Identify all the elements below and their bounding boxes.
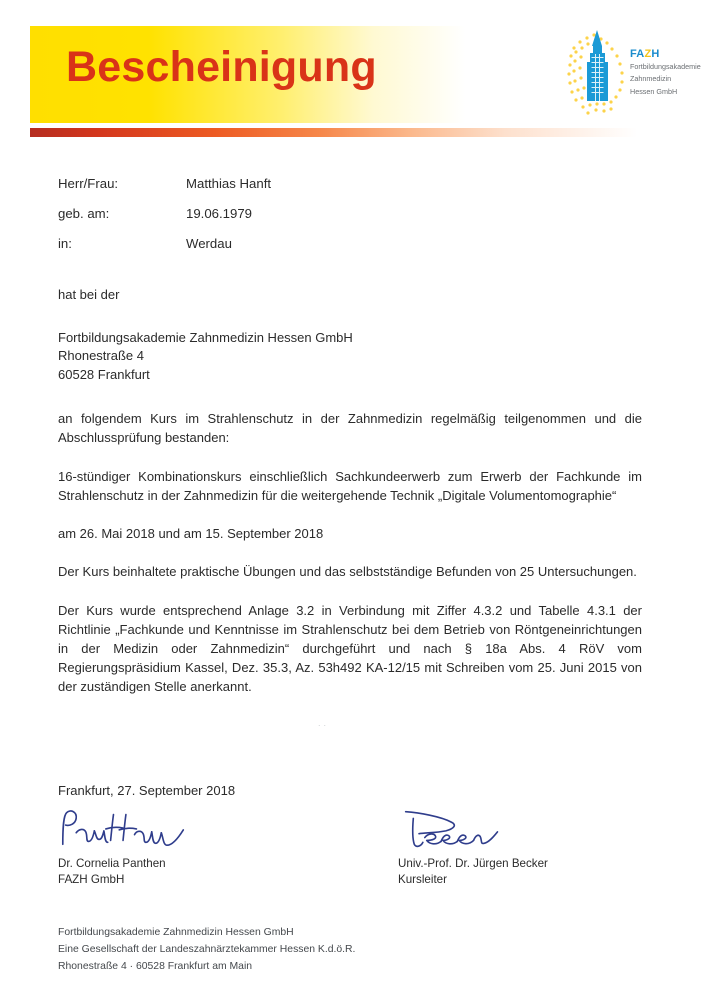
salutation-label: Herr/Frau: [58, 176, 119, 191]
logo-subtitle-line-2: Zahnmedizin [630, 74, 672, 84]
fazh-logo [566, 26, 701, 118]
certificate-body [58, 176, 642, 697]
logo-acronym [630, 49, 690, 60]
page-title: Bescheinigung [66, 43, 377, 91]
scan-artifact: .. [318, 718, 330, 728]
signature-block-right [398, 806, 642, 887]
course-description: 16-stündiger Kombinationskurs einschließlich Sachkundeerwerb zum Erwerb der Fachkunde im Strahlenschutz in der Zahnmedizin für die weitergehende Technik „Digitale Volumentomographie“ [58, 468, 642, 503]
place-and-date: Frankfurt, 27. September 2018 [58, 783, 236, 798]
birthplace-value: Werdau [186, 235, 232, 251]
signature-role-left: FAZH GmbH [58, 872, 125, 886]
logo-acronym-z: Z [644, 48, 652, 60]
header-accent-bar [30, 128, 690, 137]
birthplace-label: in: [58, 235, 72, 251]
field-birthdate [58, 206, 642, 222]
logo-text-block [630, 48, 701, 97]
signature-role-right: Kursleiter [398, 872, 447, 886]
signature-name-right: Univ.-Prof. Dr. Jürgen Becker [398, 857, 548, 870]
signature-area [58, 783, 642, 887]
institution-city: 60528 Frankfurt [58, 366, 150, 382]
salutation-value: Matthias Hanft [186, 176, 272, 191]
institution-name: Fortbildungsakademie Zahnmedizin Hessen GmbH [58, 329, 353, 345]
institution-intro: hat bei der [58, 286, 120, 302]
footer-line-2: Eine Gesellschaft der Landeszahnärztekammer Hessen K.d.ö.R. [58, 943, 356, 955]
accreditation-statement: Der Kurs wurde entsprechend Anlage 3.2 in Verbindung mit Ziffer 4.3.2 und Tabelle 4.3.1 der Richtlinie „Fachkunde und Kenntnisse im Strahlenschutz bei dem Betrieb von Röntgeneinrichtungen in der Medizin oder Zahnmedizin“ durchgeführt und nach § 18a Abs. 4 RöV vom Regierungspräsidium Kassel, Dez. 35.3, Az. 53h492 KA-12/15 mit Schreiben vom 25. Juni 2015 von der zuständigen Stelle anerkannt. [58, 602, 642, 695]
fazh-tower-logo-icon [566, 26, 628, 118]
course-dates: am 26. Mai 2018 und am 15. September 2018 [58, 526, 324, 542]
field-salutation [58, 176, 642, 192]
birthdate-value: 19.06.1979 [186, 205, 253, 221]
logo-acronym-h: H [651, 48, 660, 60]
footer-line-1: Fortbildungsakademie Zahnmedizin Hessen GmbH [58, 927, 294, 938]
institution-street: Rhonestraße 4 [58, 348, 144, 364]
signature-block-left [58, 806, 398, 887]
logo-subtitle-line-1: Fortbildungsakademie [630, 62, 701, 71]
panthen-signature-icon [58, 806, 211, 850]
logo-subtitle-line-3: Hessen GmbH [630, 86, 678, 96]
page-footer [58, 925, 642, 976]
birthdate-label: geb. am: [58, 205, 110, 221]
footer-line-3: Rhonestraße 4 · 60528 Frankfurt am Main [58, 960, 253, 972]
field-birthplace [58, 236, 642, 252]
participation-statement: an folgendem Kurs im Strahlenschutz in der Zahnmedizin regelmäßig teilgenommen und die Abschlussprüfung bestanden: [58, 411, 642, 446]
becker-signature-icon [398, 806, 532, 850]
practical-statement: Der Kurs beinhaltete praktische Übungen und das selbstständige Befunden von 25 Untersuchungen. [58, 564, 637, 580]
signature-name-left: Dr. Cornelia Panthen [58, 857, 166, 870]
logo-acronym-fa: FA [630, 48, 645, 60]
